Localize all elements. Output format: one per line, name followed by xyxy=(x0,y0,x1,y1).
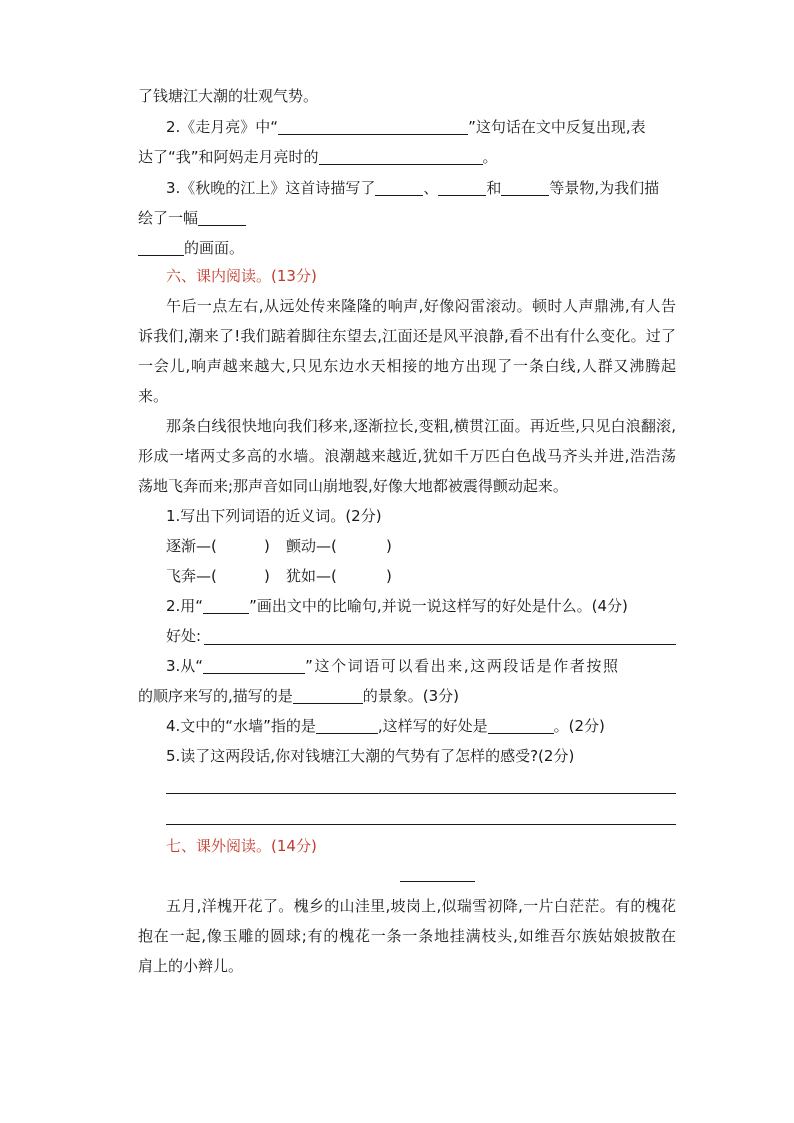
question-text: 3.《秋晚的江上》这首诗描写了 xyxy=(166,179,376,197)
question-text: 。(2分) xyxy=(553,717,605,735)
synonym-item: 飞奔—( xyxy=(166,567,217,585)
paragraph-line: 一会儿,响声越来越大,只见东边水天相接的地方出现了一条白线,人群又沸腾起 xyxy=(138,357,676,375)
section-title: 六、课内阅读。(13分) xyxy=(166,267,317,285)
synonym-close: ) xyxy=(386,567,392,585)
answer-line[interactable] xyxy=(166,824,676,825)
question-text: 达了“我”和阿妈走月亮时的 xyxy=(138,148,319,166)
answer-blank[interactable] xyxy=(203,597,249,614)
question-1: 1.写出下列词语的近义词。(2分) xyxy=(166,507,382,525)
answer-blank[interactable] xyxy=(138,239,184,256)
paragraph-line: 抱在一起,像玉雕的圆球;有的槐花一条一条地挂满枝头,如维吾尔族姑娘披散在 xyxy=(138,927,676,945)
paragraph-line: 形成一堵两丈多高的水墙。浪潮越来越近,犹如千万匹白色战马齐头并进,浩浩荡 xyxy=(138,447,676,465)
question-text: 2.用“ xyxy=(166,597,204,615)
paragraph-line: 那条白线很快地向我们移来,逐渐拉长,变粗,横贯江面。再近些,只见白浪翻滚, xyxy=(166,417,676,435)
answer-line[interactable] xyxy=(166,793,676,794)
question-text: 等景物,为我们描 xyxy=(549,179,660,197)
question-text: ”这个词语可以看出来,这两段话是作者按照 xyxy=(305,657,620,675)
answer-blank[interactable] xyxy=(278,118,468,135)
paragraph-line: 诉我们,潮来了!我们踮着脚往东望去,江面还是风平浪静,看不出有什么变化。过了 xyxy=(138,327,676,345)
question-text: ”画出文中的比喻句,并说一说这样写的好处是什么。(4分) xyxy=(249,597,628,615)
answer-blank[interactable] xyxy=(501,179,549,196)
question-2 xyxy=(166,596,628,616)
answer-blank[interactable] xyxy=(316,717,378,734)
question-3-cont xyxy=(138,238,244,258)
question-text: 2.《走月亮》中“ xyxy=(166,118,279,136)
synonym-close: ) xyxy=(264,537,270,555)
paragraph-line: 肩上的小辫儿。 xyxy=(138,957,244,975)
question-text: 的顺序来写的,描写的是 xyxy=(138,687,293,705)
synonym-item: 颤动—( xyxy=(286,537,337,555)
answer-blank[interactable] xyxy=(198,209,246,226)
answer-blank[interactable] xyxy=(488,717,554,734)
question-text: 绘了一幅 xyxy=(138,209,199,227)
question-text: 3.从“ xyxy=(166,657,204,675)
question-3-cont xyxy=(138,208,246,228)
synonym-close: ) xyxy=(386,537,392,555)
question-4 xyxy=(166,716,605,736)
question-3 xyxy=(166,178,659,198)
synonym-item: 犹如—( xyxy=(286,567,337,585)
answer-blank[interactable] xyxy=(203,657,305,674)
question-text: 4.文中的“水墙”指的是 xyxy=(166,717,316,735)
title-blank[interactable] xyxy=(400,881,475,882)
answer-blank[interactable] xyxy=(375,179,423,196)
answer-blank[interactable] xyxy=(438,179,486,196)
question-5: 5.读了这两段话,你对钱塘江大潮的气势有了怎样的感受?(2分) xyxy=(166,747,575,765)
text-line: 了钱塘江大潮的壮观气势。 xyxy=(138,87,319,105)
synonym-item: 逐渐—( xyxy=(166,537,217,555)
section-title: 七、课外阅读。(14分) xyxy=(166,837,317,855)
paragraph-line: 来。 xyxy=(138,387,169,405)
answer-blank[interactable] xyxy=(319,148,483,165)
question-text: 的画面。 xyxy=(184,239,245,257)
question-text: ,这样写的好处是 xyxy=(377,717,488,735)
question-3-cont xyxy=(138,686,459,706)
question-2-cont xyxy=(138,147,498,167)
question-text: ”这句话在文中反复出现,表 xyxy=(468,118,646,136)
synonym-close: ) xyxy=(264,567,270,585)
question-text: 的景象。(3分) xyxy=(362,687,460,705)
question-2 xyxy=(166,117,646,137)
question-text: 、 xyxy=(423,179,439,197)
question-text: 。 xyxy=(482,148,498,166)
paragraph-line: 五月,洋槐开花了。槐乡的山洼里,坡岗上,似瑞雪初降,一片白茫茫。有的槐花 xyxy=(166,897,676,915)
answer-line[interactable] xyxy=(204,644,676,645)
paragraph-line: 荡地飞奔而来;那声音如同山崩地裂,好像大地都被震得颤动起来。 xyxy=(138,477,568,495)
answer-blank[interactable] xyxy=(293,687,363,704)
question-3 xyxy=(166,656,620,676)
question-text: 和 xyxy=(486,179,502,197)
paragraph-line: 午后一点左右,从远处传来隆隆的响声,好像闷雷滚动。顿时人声鼎沸,有人告 xyxy=(166,297,676,315)
benefit-label: 好处: xyxy=(166,627,202,645)
